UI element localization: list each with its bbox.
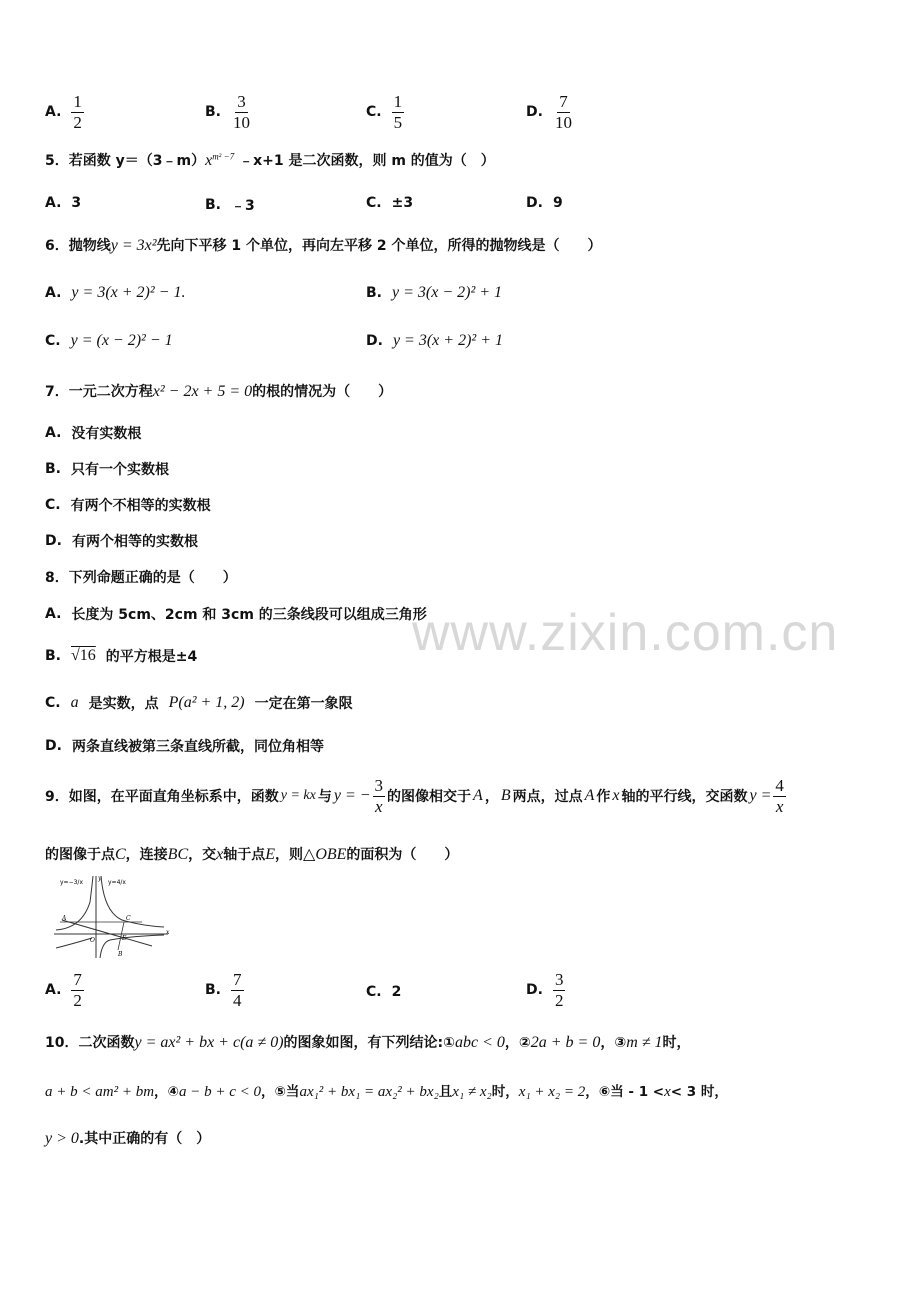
q5-stem: 5．若函数 $y=(3﹣m)x^{m^2 -7}$ ﹣x+1 是二次函数，则 m 的值为（ ）: [45, 151, 495, 169]
point-o: O: [90, 937, 95, 944]
q10-stem-line1: 10．二次函数y = ax² + bx + c(a ≠ 0)的图象如图，有下列结论:①abc < 0，②2a + b = 0，③m ≠ 1时，: [45, 1034, 691, 1051]
fraction: $\frac{4}{x}$: [775, 776, 784, 816]
q9-stem-line1: 9．如图，在平面直角坐标系中，函数 y = kx 与 y = − $\frac{3}{x}$ 的图像相交于 A ， B 两点，过点 A 作 x 轴的平行线，交函数 y = $\frac{4}{x}$: [45, 776, 784, 816]
q9-stem-line2: 的图像于点C，连接BC，交x轴于点E，则△OBE的面积为（ ）: [45, 846, 459, 863]
fraction: $\frac{7}{10}$: [554, 92, 572, 132]
graph-label-1: y=−3/x: [60, 879, 83, 886]
point-a: A: [62, 915, 67, 922]
q9-option-b[interactable]: B. $\frac{7}{4}$: [205, 970, 242, 1010]
curve-4-over-x-left: [56, 938, 92, 948]
axis-x-label: x: [166, 929, 170, 936]
q7-option-b[interactable]: B. 只有一个实数根: [45, 461, 169, 478]
q6-option-d[interactable]: D. y = 3(x + 2)² + 1: [366, 332, 503, 349]
q6-option-b[interactable]: B. y = 3(x − 2)² + 1: [366, 284, 503, 301]
point-e: E: [122, 935, 127, 942]
q7-option-c[interactable]: C. 有两个不相等的实数根: [45, 497, 211, 514]
q6-option-c[interactable]: C. y = (x − 2)² − 1: [45, 332, 173, 349]
q9-option-a[interactable]: A. $\frac{7}{2}$: [45, 970, 82, 1010]
q9-graph: [52, 872, 172, 960]
option-letter: C.: [366, 104, 382, 121]
q4-option-d[interactable]: [526, 92, 574, 132]
axis-y-label: y: [98, 875, 102, 882]
point-b: B: [118, 951, 123, 958]
fraction: $\frac{7}{4}$: [233, 970, 242, 1010]
q8-option-c[interactable]: C. a 是实数，点 P(a² + 1, 2) 一定在第一象限: [45, 694, 353, 712]
q7-option-d[interactable]: D. 有两个相等的实数根: [45, 533, 198, 550]
q9-option-c[interactable]: C. 2: [366, 984, 402, 1000]
q7-stem: 7．一元二次方程x² − 2x + 5 = 0的根的情况为（ ）: [45, 383, 393, 400]
q8-option-b[interactable]: B. √16 的平方根是±4: [45, 647, 198, 665]
watermark: www.zixin.com.cn: [412, 604, 839, 662]
fraction: $\frac{3}{10}$: [233, 92, 250, 132]
fraction: $\frac{3}{x}$: [374, 776, 384, 816]
fraction: $\frac{1}{2}$: [73, 92, 82, 132]
q5-option-d[interactable]: D. 9: [526, 195, 563, 211]
q6-option-a[interactable]: A. y = 3(x + 2)² − 1.: [45, 284, 186, 301]
q4-option-c[interactable]: [366, 92, 404, 132]
q5-option-a[interactable]: A. 3: [45, 195, 82, 211]
q4-option-b[interactable]: [205, 92, 252, 132]
q10-stem-line2: a + b < am² + bm，④a − b + c < 0，⑤当ax₁² + bx₁ = ax₂² + bx₂且x₁ ≠ x₂时，x₁ + x₂ = 2，⑥当 - 1 <x< 3 时，: [45, 1084, 728, 1100]
fraction: $\frac{3}{2}$: [554, 970, 564, 1010]
option-letter: A.: [45, 104, 62, 121]
q8-option-a[interactable]: A. 长度为 5cm、2cm 和 3cm 的三条线段可以组成三角形: [45, 606, 427, 623]
q6-stem: 6．抛物线y = 3x²先向下平移 1 个单位，再向左平移 2 个单位，所得的抛物线是（ ）: [45, 237, 602, 254]
q7-option-a[interactable]: A. 没有实数根: [45, 425, 142, 442]
q8-stem: 8．下列命题正确的是（ ）: [45, 570, 237, 586]
q8-option-d[interactable]: D. 两条直线被第三条直线所截，同位角相等: [45, 738, 324, 755]
fraction: $\frac{7}{2}$: [73, 970, 82, 1010]
point-c: C: [126, 915, 131, 922]
graph-label-2: y=4/x: [108, 879, 126, 886]
curve-neg3-over-x-right: [100, 935, 164, 958]
q5-option-b[interactable]: B. ﹣3: [205, 197, 255, 214]
fraction: $\frac{1}{5}$: [393, 92, 403, 132]
option-letter: D.: [526, 104, 543, 121]
q9-option-d[interactable]: D. $\frac{3}{2}$: [526, 970, 564, 1010]
q4-option-a[interactable]: [45, 92, 84, 132]
q5-option-c[interactable]: C. ±3: [366, 195, 414, 211]
q10-stem-line3: y > 0.其中正确的有（ ）: [45, 1130, 211, 1147]
option-letter: B.: [205, 104, 221, 121]
